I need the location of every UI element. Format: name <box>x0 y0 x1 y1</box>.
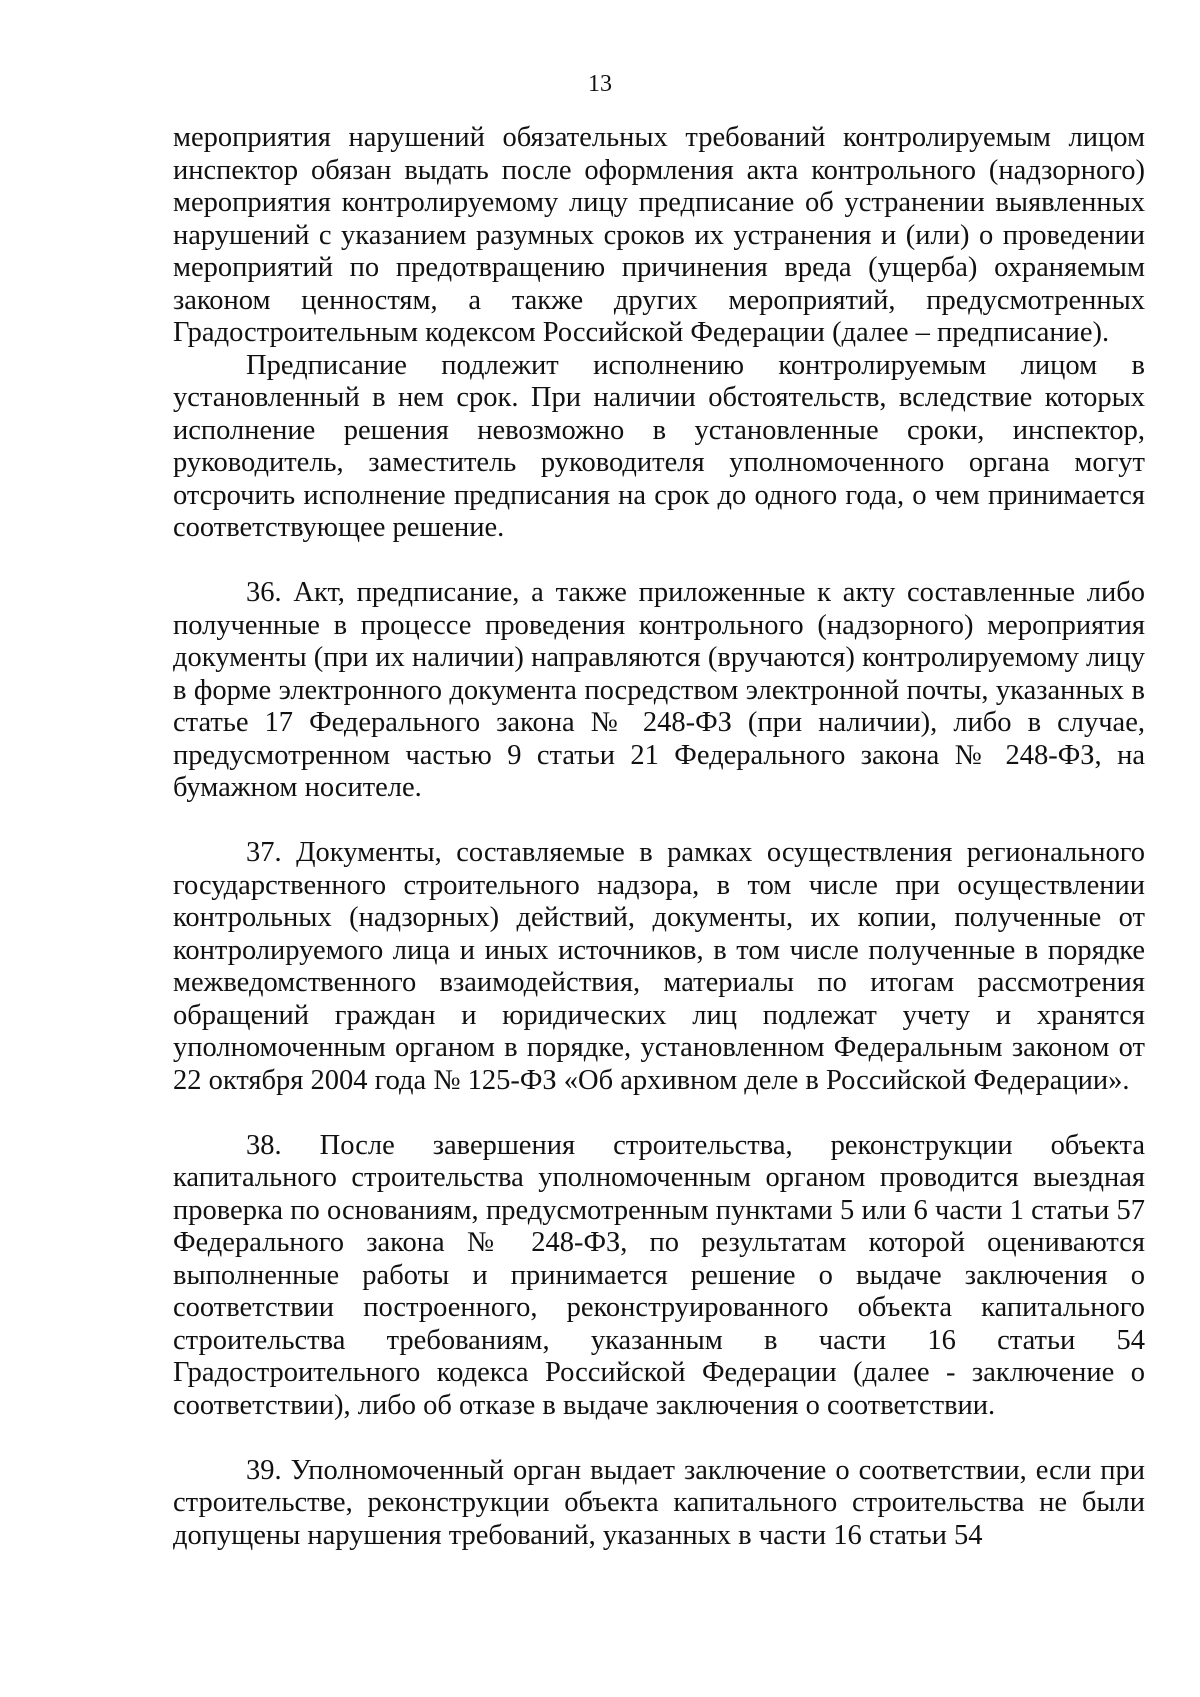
paragraph-prescription: Предписание подлежит исполнению контролируемым лицом в установленный в нем срок. При наличии обстоятельств, вследствие которых исполнение решения невозможно в установленные сроки, инспектор, руководитель, заместитель руководителя уполномоченного органа могут отсрочить исполнение предписания на срок до одного года, о чем принимается соответствующее решение. <box>173 349 1145 543</box>
page-number: 13 <box>588 71 612 97</box>
paragraph-37: 37. Документы, составляемые в рамках осуществления регионального государственного строительного надзора, в том числе при осуществлении контрольных (надзорных) действий, документы, их копии, полученные от контролируемого лица и иных источников, в том числе полученные в порядке межведомственного взаимодействия, материалы по итогам рассмотрения обращений граждан и юридических лиц подлежат учету и хранятся уполномоченным органом в порядке, установленном Федеральным законом от 22 октября 2004 года № 125-ФЗ «Об архивном деле в Российской Федерации». <box>173 837 1145 1096</box>
paragraph-continuation: мероприятия нарушений обязательных требований контролируемым лицом инспектор обязан выдать после оформления акта контрольного (надзорного) мероприятия контролируемому лицу предписание об устранении выявленных нарушений с указанием разумных сроков их устранения и (или) о проведении мероприятий по предотвращению причинения вреда (ущерба) охраняемым законом ценностям, а также других мероприятий, предусмотренных Градостроительным кодексом Российской Федерации (далее – предписание). <box>173 122 1145 348</box>
paragraph-38: 38. После завершения строительства, реконструкции объекта капитального строительства уполномоченным органом проводится выездная проверка по основаниям, предусмотренным пунктами 5 или 6 части 1 статьи 57 Федерального закона № 248-ФЗ, по результатам которой оцениваются выполненные работы и принимается решение о выдаче заключения о соответствии построенного, реконструированного объекта капитального строительства требованиям, указанным в части 16 статьи 54 Градостроительного кодекса Российской Федерации (далее - заключение о соответствии), либо об отказе в выдаче заключения о соответствии. <box>173 1129 1145 1421</box>
document-body <box>173 122 1145 1552</box>
paragraph-36: 36. Акт, предписание, а также приложенные к акту составленные либо полученные в процессе проведения контрольного (надзорного) мероприятия документы (при их наличии) направляются (вручаются) контролируемому лицу в форме электронного документа посредством электронной почты, указанных в статье 17 Федерального закона № 248-ФЗ (при наличии), либо в случае, предусмотренном частью 9 статьи 21 Федерального закона № 248-ФЗ, на бумажном носителе. <box>173 577 1145 803</box>
paragraph-39: 39. Уполномоченный орган выдает заключение о соответствии, если при строительстве, реконструкции объекта капитального строительства не были допущены нарушения требований, указанных в части 16 статьи 54 <box>173 1454 1145 1551</box>
